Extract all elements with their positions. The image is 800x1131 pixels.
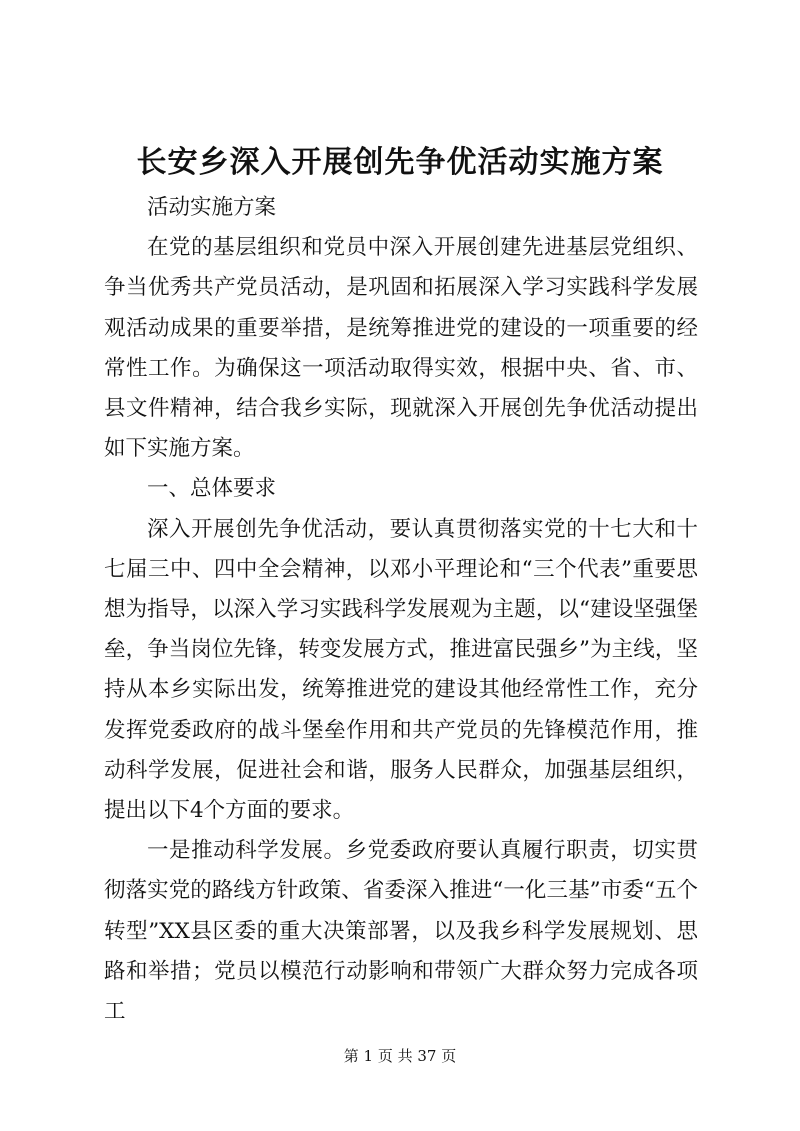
document-title: 长安乡深入开展创先争优活动实施方案 — [136, 145, 664, 180]
section-heading-general-requirements: 一、总体要求 — [147, 476, 277, 502]
paragraph-scientific-development: 一是推动科学发展。乡党委政府要认真履行职责，切实贯彻落实党的路线方针政策、省委深入推进“一化三基”市委“五个转型”XX县区委的重大决策部署，以及我乡科学发展规划、思路和举措；党员以模范行动影响和带领广大群众努力完成各项工 — [104, 838, 698, 1025]
paragraph-general-requirements: 深入开展创先争优活动，要认真贯彻落实党的十七大和十七届三中、四中全会精神，以邓小平理论和“三个代表”重要思想为指导，以深入学习实践科学发展观为主题，以“建设坚强堡垒，争当岗位先锋，转变发展方式，推进富民强乡”为主线，坚持从本乡实际出发，统筹推进党的建设其他经常性工作，充分发挥党委政府的战斗堡垒作用和共产党员的先锋模范作用，推动科学发展，促进社会和谐，服务人民群众，加强基层组织，提出以下4个方面的要求。 — [104, 516, 698, 824]
paragraph-intro: 在党的基层组织和党员中深入开展创建先进基层党组织、争当优秀共产党员活动，是巩固和拓展深入学习实践科学发展观活动成果的重要举措，是统筹推进党的建设的一项重要的经常性工作。为确保这一项活动取得实效，根据中央、省、市、县文件精神，结合我乡实际，现就深入开展创先争优活动提出如下实施方案。 — [104, 235, 698, 462]
paragraph-subtitle: 活动实施方案 — [147, 195, 277, 220]
page-number-footer: 第 1 页 共 37 页 — [343, 1047, 457, 1065]
document-body — [104, 188, 698, 1032]
